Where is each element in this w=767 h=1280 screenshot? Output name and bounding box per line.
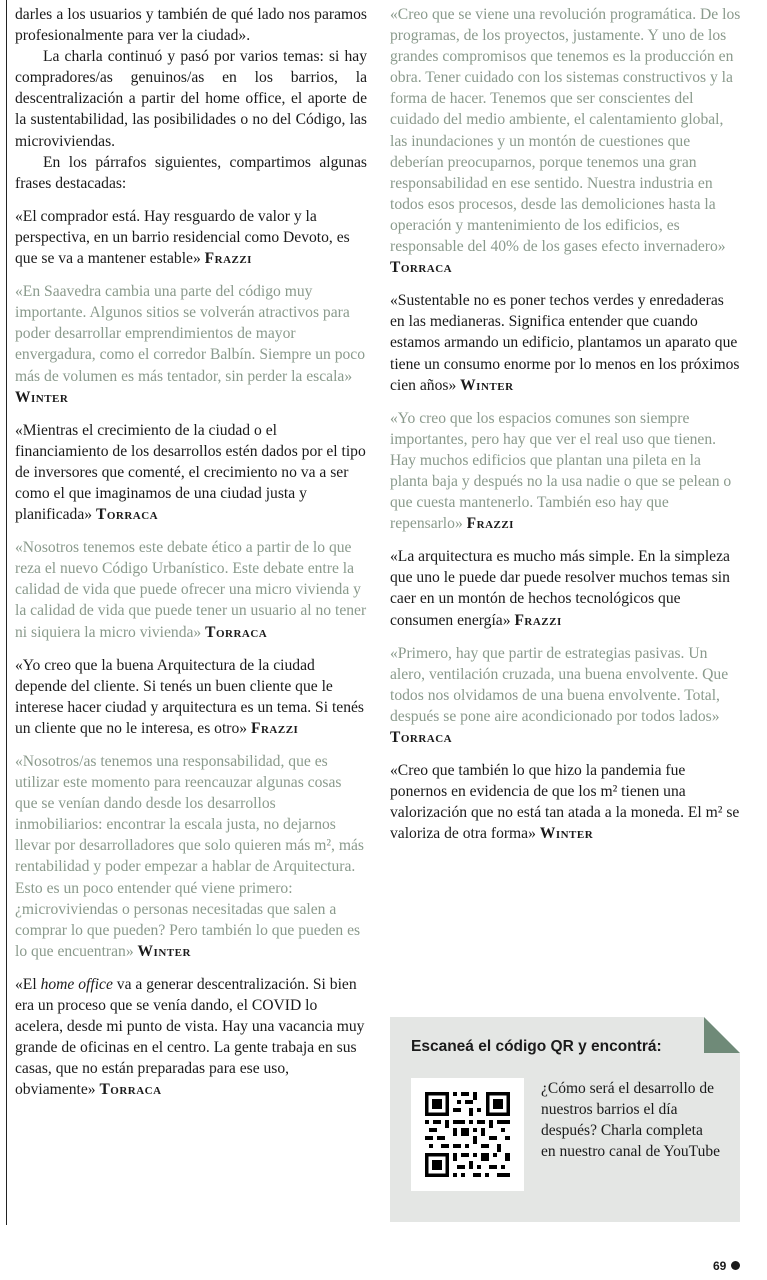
left-column: [15, 4, 367, 1113]
qr-callout-title: Escaneá el código QR y encontrá:: [411, 1038, 662, 1055]
quote-text: «Mientras el crecimiento de la ciudad o el financiamiento de los desarrollos estén dados por el tipo de inversores que comenté, el crecimiento no va a ser como el que imaginamos de una ciudad justa y planificada»: [15, 421, 366, 524]
page-number-dot-icon: [731, 1261, 740, 1270]
quote-author: Torraca: [95, 506, 159, 524]
quote-text: «Yo creo que la buena Arquitectura de la ciudad depende del cliente. Si tenés un buen cliente que le interese hacer ciudad y arquitectura es un tema. Si tenés un cliente que no le interesa, es otro»: [15, 656, 364, 737]
quote-winter-pandemia: [390, 760, 742, 844]
quote-winter-sustentable: [390, 290, 742, 395]
qr-code-icon[interactable]: [411, 1078, 524, 1191]
quote-author: Frazzi: [204, 250, 252, 268]
quote-winter-responsabilidad: [15, 751, 367, 962]
quote-torraca-debate-etico: [15, 537, 367, 642]
quote-text: «Sustentable no es poner techos verdes y enredaderas en las medianeras. Significa entender que cuando estamos armando un edificio, plantamos un aparato que tiene un consumo enorme por lo menos en los próximos cien años»: [390, 292, 740, 394]
quote-text-emphasis: home office: [40, 975, 113, 993]
quote-text: «En Saavedra cambia una parte del código muy importante. Algunos sitios se volverán atractivos para poder desarrollar emprendimientos de mayor envergadura, como el corredor Balbín. Siempre un poco más de volumen es más tentador, sin perder la escala»: [15, 283, 366, 385]
quote-text: «El comprador está. Hay resguardo de valor y la perspectiva, en un barrio residencial como Devoto, es que se va a mantener estable»: [15, 207, 350, 268]
intro-paragraph-3: En los párrafos siguientes, compartimos algunas frases destacadas:: [15, 153, 367, 192]
quote-author: Frazzi: [466, 515, 514, 533]
quote-author: Winter: [137, 942, 191, 960]
quote-text: «Creo que también lo que hizo la pandemia fue ponernos en evidencia de que los m² tienen una valorización que no está tan atada a la moneda. El m² se valoriza de otra forma»: [390, 762, 740, 843]
qr-callout-box: [390, 1017, 740, 1222]
quote-text: «Primero, hay que partir de estrategias pasivas. Un alero, ventilación cruzada, una buena envolvente. Que todos nos olvidamos de una buena envolvente. Total, después se pone aire acondicionado por todos lados»: [390, 644, 729, 725]
folded-corner-icon: [704, 1017, 740, 1053]
quote-author: Torraca: [390, 729, 453, 746]
quote-author: Winter: [460, 376, 514, 394]
intro-paragraph-2: La charla continuó y pasó por varios temas: si hay compradores/as genuinos/as en los barrios, la descentralización a partir del home office, el aporte de la sustentabilidad, las posibilidades o no del Código, las microviviendas.: [15, 48, 367, 150]
quote-author: Torraca: [99, 1081, 162, 1099]
quote-frazzi-cliente: [15, 655, 367, 739]
quote-author: Winter: [15, 388, 69, 406]
intro-text: [15, 4, 367, 194]
quote-author: Frazzi: [251, 719, 299, 737]
quote-author: Torraca: [205, 623, 268, 641]
quote-winter-saavedra: [15, 281, 367, 408]
quote-torraca-home-office: [15, 974, 367, 1101]
quote-frazzi-espacios-comunes: [390, 408, 742, 535]
page-number: 69: [713, 1259, 727, 1273]
quote-author: Winter: [539, 825, 594, 843]
left-margin-rule: [6, 0, 7, 1225]
quote-author: Torraca: [390, 259, 453, 277]
qr-callout-description: ¿Cómo será el desarrollo de nuestros barrios el día después? Charla completa en nuestro canal de YouTube: [541, 1080, 720, 1160]
quote-frazzi-devoto: [15, 206, 367, 269]
quote-frazzi-arquitectura-simple: [390, 546, 742, 630]
quote-author: Frazzi: [514, 611, 562, 629]
quote-text: «La arquitectura es mucho más simple. En la simpleza que uno le puede dar puede resolver muchos temas sin caer en un montón de hechos tecnológicos que consumen energía»: [390, 548, 730, 629]
quote-text-end: va a generar descentralización. Si bien era un proceso que se venía dando, el COVID lo acelera, desde mi punto de vista. Hay una vacancia muy grande de oficinas en el centro. La gente trabaja en sus casas, que no están preparadas para ese uso, obviamente»: [15, 975, 365, 1099]
quote-torraca-estrategias-pasivas: [390, 643, 742, 748]
intro-paragraph-1: darles a los usuarios y también de qué lado nos paramos profesionalmente para ver la ciudad».: [15, 6, 367, 45]
quote-text: «Nosotros/as tenemos una responsabilidad, que es utilizar este momento para reencauzar algunas cosas que se venían dando desde los desarrollos inmobiliarios: encontrar la escala justa, no dejarnos llevar por desarrolladores que solo quieren más m², más rentabilidad y poder empezar a hablar de Arquitectura. Esto es un poco entender qué viene primero: ¿microviviendas o personas necesitadas que salen a comprar lo que pueden? Pero también lo que pueden es lo que encuentran»: [15, 753, 364, 960]
quote-text-start: «El: [15, 975, 41, 993]
quote-text: «Nosotros tenemos este debate ético a partir de lo que reza el nuevo Código Urbanístico. Este debate entre la calidad de vida que puede ofrecer una micro vivienda y la calidad de vida que puede tener un usuario al no tener ni siquiera la micro vivienda»: [15, 539, 367, 641]
quote-torraca-crecimiento: [15, 420, 367, 525]
quote-text: «Yo creo que los espacios comunes son siempre importantes, pero hay que ver el real uso que tienen. Hay muchos edificios que plantan una pileta en la planta baja y después no la usa nadie o que se pelean o que cuesta mantenerlo. También eso hay que repensarlo»: [390, 409, 732, 533]
quote-torraca-revolucion: [390, 4, 742, 278]
right-column: [390, 4, 742, 856]
quote-text: «Creo que se viene una revolución programática. De los programas, de los proyectos, justamente. Y uno de los grandes compromisos que tenemos es la producción en obra. Tener cuidado con los sistemas constructivos y la forma de hacer. Tenemos que ser conscientes del cuidado del medio ambiente, el calentamiento global, las inundaciones y un montón de cuestiones que deberían preocuparnos, porque tenemos una gran responsabilidad en ese sentido. Nuestra industria en todos esos procesos, desde las demoliciones hasta la operación y mantenimiento de los edificios, es responsable del 40% de los gases efecto invernadero»: [390, 6, 741, 256]
